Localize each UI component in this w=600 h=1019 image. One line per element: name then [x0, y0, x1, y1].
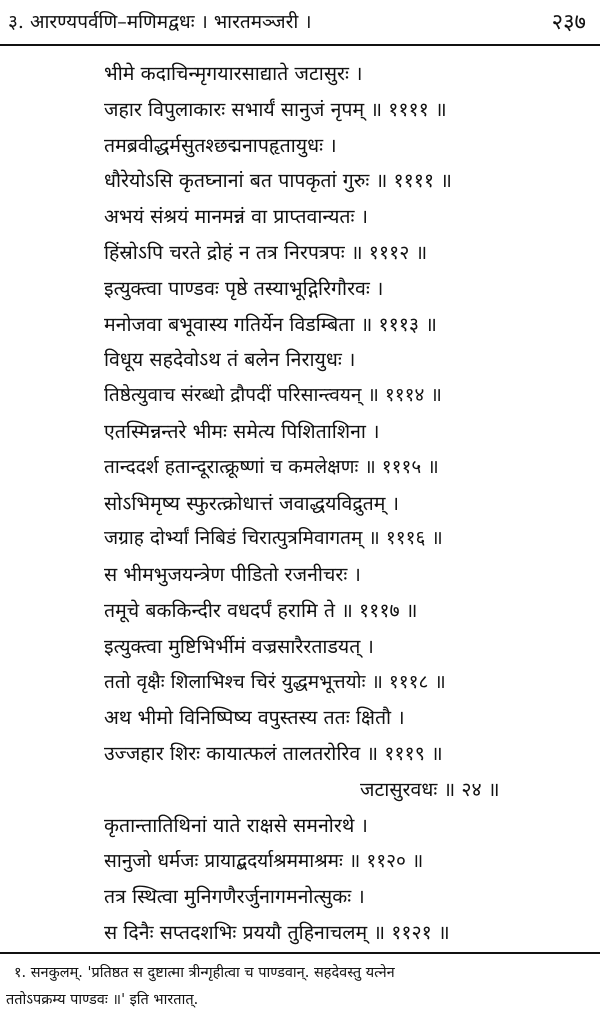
- page-header: [0, 0, 600, 46]
- verse-line: तिष्ठेत्युवाच संरब्धो द्रौपदीं परिसान्त्वयन् ॥ १११४ ॥: [104, 384, 442, 407]
- verse-line: धौरेयोऽसि कृतघ्नानां बत पापकृतां गुरुः ॥ ११११ ॥: [104, 169, 452, 193]
- verse-line: सोऽभिमृष्य स्फुरत्क्रोधात्तं जवाद्धयविद्रुतम् ।: [104, 491, 400, 515]
- verse-line: विधूय सहदेवोऽथ तं बलेन निरायुधः ।: [104, 348, 356, 372]
- verse-line: इत्युक्त्वा पाण्डवः पृष्ठे तस्याभूद्गिरिगौरवः ।: [104, 276, 384, 300]
- verse-line: हिंस्रोऽपि चरते द्रोहं न तत्र निरपत्रपः ॥ १११२ ॥: [104, 240, 428, 264]
- verse-line: जहार विपुलाकारः सभार्यं सानुजं नृपम् ॥ ११११ ॥: [104, 97, 447, 121]
- verse-line: कृतान्तातिथिनां याते राक्षसे समनोरथे ।: [104, 813, 368, 837]
- verse-line: जग्राह दोर्भ्यां निबिडं चिरात्पुत्रमिवागतम् ॥ १११६ ॥: [104, 527, 443, 550]
- verse-line: तान्ददर्श हतान्दूरात्क्रूष्णां च कमलेक्षणः ॥ १११५ ॥: [104, 455, 439, 478]
- section-end-label: जटासुरवधः ॥ २४ ॥: [360, 777, 500, 801]
- footnote-line: ततोऽपक्रम्य पाण्डवः ॥' इति भारतात्.: [6, 992, 199, 1008]
- verse-line: एतस्मिन्नन्तरे भीमः समेत्य पिशिताशिना ।: [104, 419, 380, 443]
- verse-line: स भीमभुजयन्त्रेण पीडितो रजनीचरः ।: [104, 563, 361, 587]
- verse-line: तत्र स्थित्वा मुनिगणैरर्जुनागमनोत्सुकः ।: [104, 885, 365, 909]
- verse-line: इत्युक्त्वा मुष्टिभिर्भीमं वज्रसारैरताडयत् ।: [104, 634, 374, 658]
- verse-line: भीमे कदाचिन्मृगयारसाद्याते जटासुरः ।: [104, 62, 363, 85]
- verse-line: मनोजवा बभूवास्य गतिर्येन विडम्बिता ॥ १११३ ॥: [104, 312, 437, 336]
- verse-line: स दिनैः सप्तदशभिः प्रययौ तुहिनाचलम् ॥ ११२१ ॥: [104, 921, 450, 945]
- footnote: [0, 952, 600, 1014]
- running-title: ३. आरण्यपर्वणि–मणिमद्वधः । भारतमञ्जरी ।: [8, 11, 312, 33]
- verse-line: उज्जहार शिरः कायात्फलं तालतरोरिव ॥ १११९ ॥: [104, 742, 443, 766]
- verse-line: अभयं संश्रयं मानमन्नं वा प्राप्तवान्यतः ।: [104, 205, 369, 229]
- verse-line: तमूचे बककिन्दीर वधदर्पं हरामि ते ॥ १११७ ॥: [104, 598, 418, 622]
- verse-line: ततो वृक्षैः शिलाभिश्च चिरं युद्धमभूत्तयोः ॥ १११८ ॥: [104, 670, 446, 693]
- footnote-line: १. सनकुलम्. 'प्रतिष्ठत स दुष्टात्मा त्रीन्गृहीत्वा च पाण्डवान्. सहदेवस्तु यत्नेन: [14, 965, 395, 981]
- verse-line: अथ भीमो विनिष्पिष्य वपुस्तस्य ततः क्षितौ ।: [104, 706, 405, 730]
- verse-line: सानुजो धर्मजः प्रायाद्बदर्याश्रममाश्रमः ॥ ११२० ॥: [104, 849, 424, 872]
- verse-block: [0, 56, 600, 951]
- section-colophon: [0, 772, 600, 808]
- verse-line: तमब्रवीद्धर्मसुतश्छद्मनापहृतायुधः ।: [104, 133, 337, 157]
- page-number: २३७: [551, 10, 586, 35]
